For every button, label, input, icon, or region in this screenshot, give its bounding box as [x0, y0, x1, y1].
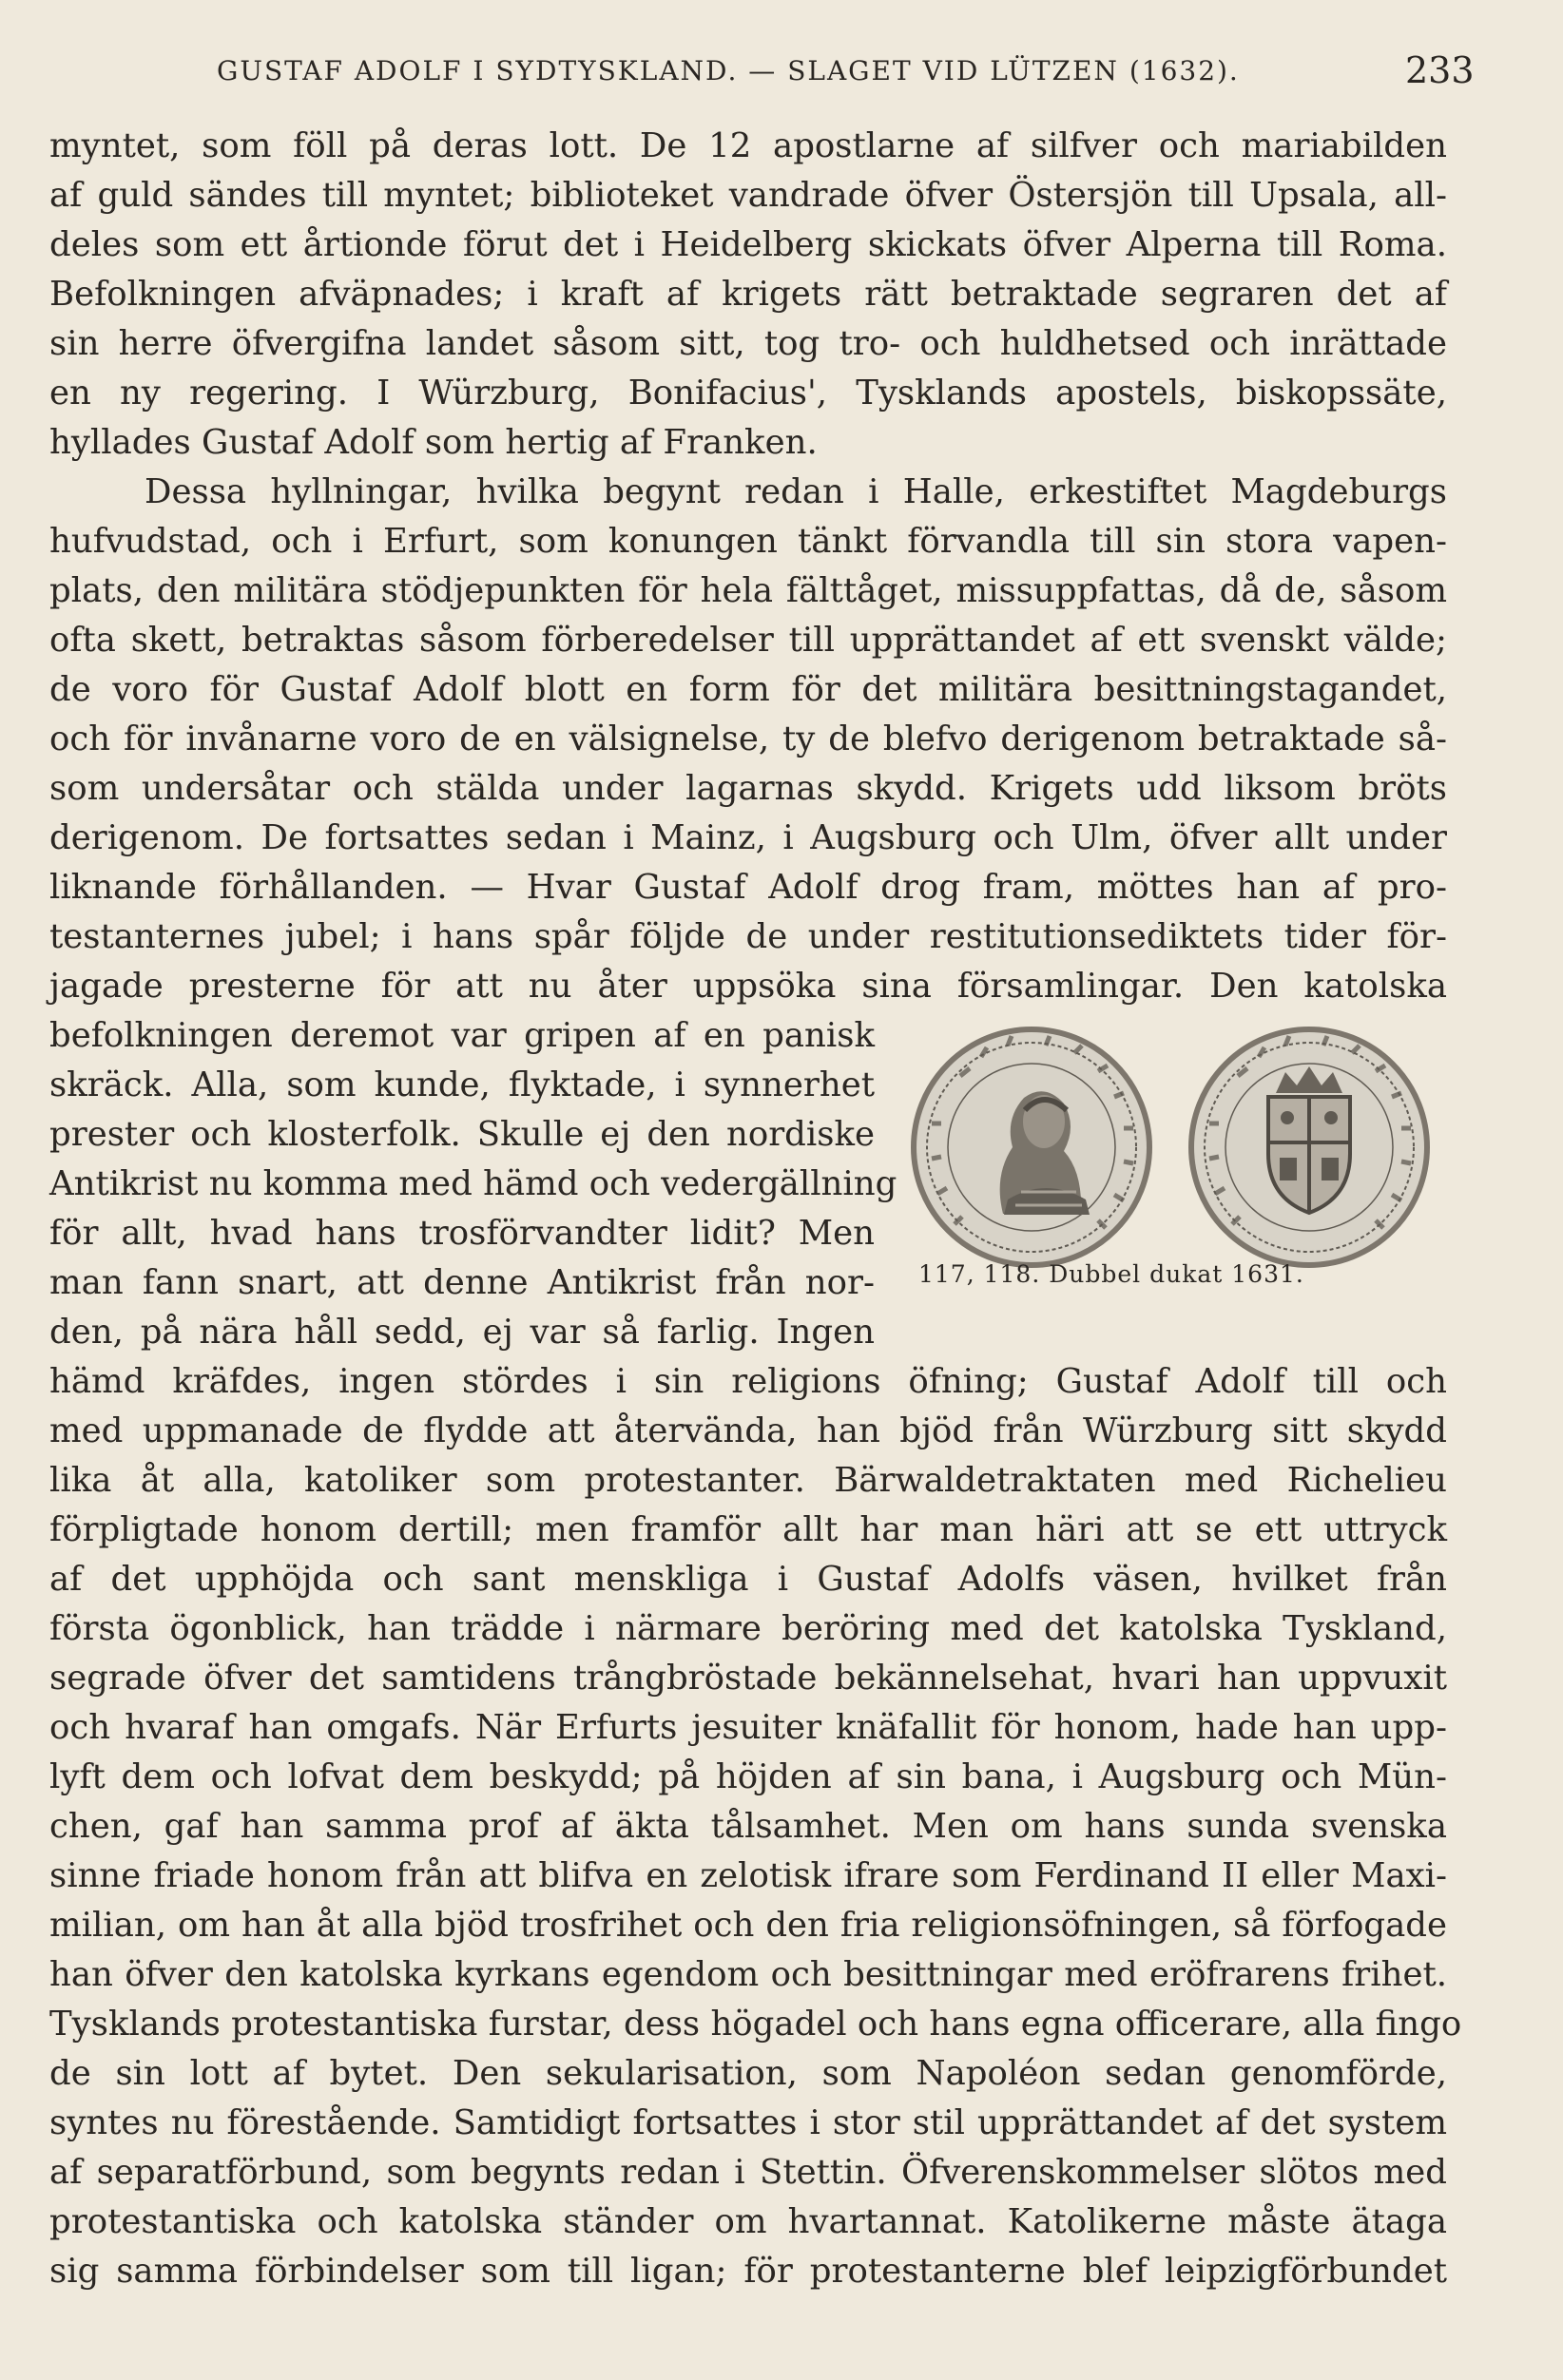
- text-line: af guld sändes till myntet; biblioteket vandrade öfver Östersjön till Upsala, all-: [49, 176, 1447, 215]
- text-line: liknande förhållanden. — Hvar Gustaf Adolf drog fram, möttes han af pro-: [49, 868, 1447, 907]
- text-line: lyft dem och lofvat dem beskydd; på höjden af sin bana, i Augsburg och Mün-: [49, 1757, 1447, 1796]
- text-line: med uppmanade de flydde att återvända, han bjöd från Würzburg sitt skydd: [49, 1411, 1447, 1450]
- text-line: chen, gaf han samma prof af äkta tålsamhet. Men om hans sunda svenska: [49, 1807, 1447, 1846]
- text-line: han öfver den katolska kyrkans egendom och besittningar med eröfrarens frihet.: [49, 1955, 1447, 1994]
- text-line: af det upphöjda och sant menskliga i Gustaf Adolfs väsen, hvilket från: [49, 1560, 1447, 1599]
- running-title: GUSTAF ADOLF I SYDTYSKLAND. — SLAGET VID LÜTZEN (1632).: [217, 55, 1240, 86]
- text-line: första ögonblick, han trädde i närmare beröring med det katolska Tyskland,: [49, 1609, 1447, 1648]
- text-line: den, på nära håll sedd, ej var så farlig. Ingen: [49, 1313, 875, 1352]
- text-line: plats, den militära stödjepunkten för hela fälttåget, missuppfattas, då de, såsom: [49, 571, 1447, 610]
- coin-figure: [903, 1019, 1426, 1304]
- text-line: derigenom. De fortsattes sedan i Mainz, i Augsburg och Ulm, öfver allt under: [49, 818, 1447, 857]
- coin-obverse-image: [903, 1019, 1160, 1276]
- text-line: sinne friade honom från att blifva en zelotisk ifrare som Ferdinand II eller Maxi-: [49, 1856, 1447, 1895]
- text-line: myntet, som föll på deras lott. De 12 apostlarne af silfver och mariabilden: [49, 126, 1447, 165]
- figure-caption: 117, 118. Dubbel dukat 1631.: [918, 1260, 1304, 1288]
- text-line: en ny regering. I Würzburg, Bonifacius', Tysklands apostels, biskopssäte,: [49, 374, 1447, 413]
- text-line: befolkningen deremot var gripen af en panisk: [49, 1016, 875, 1055]
- text-line: lika åt alla, katoliker som protestanter. Bärwaldetraktaten med Richelieu: [49, 1461, 1447, 1500]
- text-line: testanternes jubel; i hans spår följde de under restitutionsediktets tider för-: [49, 917, 1447, 956]
- page-number: 233: [1405, 49, 1475, 91]
- text-line: Tysklands protestantiska furstar, dess högadel och hans egna officerare, alla fingo: [49, 2005, 1462, 2044]
- text-line: hufvudstad, och i Erfurt, som konungen tänkt förvandla till sin stora vapen-: [49, 522, 1447, 561]
- text-line: skräck. Alla, som kunde, flyktade, i synnerhet: [49, 1065, 875, 1104]
- text-line: hämd kräfdes, ingen stördes i sin religions öfning; Gustaf Adolf till och: [49, 1362, 1447, 1401]
- text-line: prester och klosterfolk. Skulle ej den nordiske: [49, 1115, 875, 1154]
- text-line: syntes nu förestående. Samtidigt fortsattes i stor stil upprättandet af det system: [49, 2103, 1447, 2142]
- text-line: förpligtade honom dertill; men framför allt har man häri att se ett uttryck: [49, 1510, 1447, 1549]
- coin-reverse-image: [1181, 1019, 1438, 1276]
- text-line: jagade presterne för att nu åter uppsöka sina församlingar. Den katolska: [49, 967, 1447, 1006]
- text-line: och för invånarne voro de en välsignelse, ty de blefvo derigenom betraktade så-: [49, 720, 1447, 758]
- text-line: de voro för Gustaf Adolf blott en form för det militära besittningstagandet,: [49, 670, 1447, 709]
- text-line: protestantiska och katolska ständer om hvartannat. Katolikerne måste ätaga: [49, 2202, 1447, 2241]
- text-line: milian, om han åt alla bjöd trosfrihet och den fria religionsöfningen, så förfogade: [49, 1906, 1447, 1945]
- running-head: [0, 49, 1563, 93]
- text-line: hyllades Gustaf Adolf som hertig af Franken.: [49, 423, 818, 462]
- text-line: ofta skett, betraktas såsom förberedelser till upprättandet af ett svenskt välde;: [49, 621, 1447, 660]
- text-line: Dessa hyllningar, hvilka begynt redan i Halle, erkestiftet Magdeburgs: [145, 472, 1447, 511]
- text-line: sig samma förbindelser som till ligan; för protestanterne blef leipzigförbundet: [49, 2252, 1447, 2291]
- text-line: sin herre öfvergifna landet såsom sitt, tog tro- och huldhetsed och inrättade: [49, 324, 1447, 363]
- text-line: Befolkningen afväpnades; i kraft af krigets rätt betraktade segraren det af: [49, 275, 1447, 314]
- text-line: de sin lott af bytet. Den sekularisation, som Napoléon sedan genomförde,: [49, 2054, 1447, 2093]
- text-line: Antikrist nu komma med hämd och vedergällning: [49, 1164, 897, 1203]
- text-line: man fann snart, att denne Antikrist från nor-: [49, 1263, 875, 1302]
- text-line: och hvaraf han omgafs. När Erfurts jesuiter knäfallit för honom, hade han upp-: [49, 1708, 1447, 1747]
- text-line: för allt, hvad hans trosförvandter lidit? Men: [49, 1214, 875, 1253]
- text-line: segrade öfver det samtidens trångbröstade bekännelsehat, hvari han uppvuxit: [49, 1659, 1447, 1698]
- text-line: af separatförbund, som begynts redan i Stettin. Öfverenskommelser slötos med: [49, 2153, 1447, 2192]
- text-line: deles som ett årtionde förut det i Heidelberg skickats öfver Alperna till Roma.: [49, 225, 1447, 264]
- text-line: som undersåtar och stälda under lagarnas skydd. Krigets udd liksom bröts: [49, 769, 1447, 808]
